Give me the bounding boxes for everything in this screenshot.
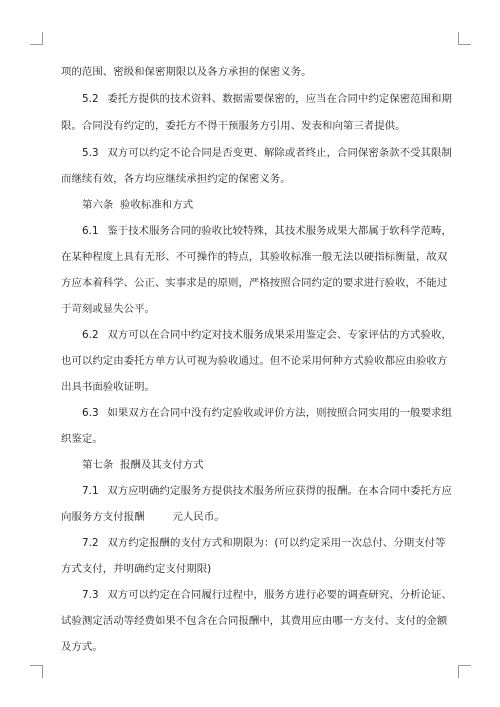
clause-7-3: [82, 588, 452, 602]
clause-7-2: [82, 536, 446, 550]
text-line: 出具书面验收证明。: [61, 381, 155, 393]
article-7-heading: [82, 458, 204, 472]
clause-number: 7.2: [82, 537, 99, 549]
text-line: 方式支付，并明确约定支付期限): [61, 563, 212, 575]
article-title: 报酬及其支付方式: [120, 459, 204, 471]
clause-text: 双方可以约定不论合同是否变更、解除或者终止，合同保密条款不受其限制: [107, 147, 452, 159]
clause-number: 6.3: [82, 407, 99, 419]
payment-text-after: 元人民币。: [172, 511, 225, 523]
clause-number: 5.3: [82, 147, 99, 159]
clause-number: 6.1: [82, 225, 99, 237]
clause-number: 5.2: [82, 93, 99, 105]
crop-mark-top-left: [30, 32, 43, 45]
clause-number: 7.1: [82, 485, 99, 497]
text-line: 而继续有效，各方均应继续承担约定的保密义务。: [61, 173, 291, 185]
clause-text: 鉴于技术服务合同的验收比较特殊，其技术服务成果大都属于软科学范畴，: [107, 225, 452, 237]
text-line: 限。合同没有约定的，委托方不得干预服务方引用、发表和向第三者提供。: [61, 120, 406, 132]
clause-text: 委托方提供的技术资料、数据需要保密的，应当在合同中约定保密范围和期: [107, 93, 452, 105]
text-line: 于苛刻或显失公平。: [61, 303, 155, 315]
clause-number: 6.2: [82, 329, 99, 341]
text-line: 及方式。: [61, 641, 103, 653]
text-line: 方应本着科学、公正、实事求是的原则，严格按照合同约定的要求进行验收，不能过: [61, 277, 448, 289]
clause-6-3: [82, 406, 452, 420]
clause-text: 如果双方在合同中没有约定验收或评价方法，则按照合同实用的一般要求组: [107, 407, 452, 419]
clause-5-2: [82, 92, 452, 106]
clause-text: 双方可以约定在合同履行过程中，服务方进行必要的调查研究、分析论证、: [107, 589, 452, 601]
article-title: 验收标准和方式: [120, 199, 194, 211]
clause-6-2: [82, 328, 452, 342]
clause-text: 双方约定报酬的支付方式和期限为：(可以约定采用一次总付、分期支付等: [107, 537, 446, 549]
text-line: 也可以约定由委托方单方认可视为验收通过。但不论采用何种方式验收都应由验收方: [61, 355, 448, 367]
clause-7-1: [82, 484, 452, 498]
text-line: 织鉴定。: [61, 433, 103, 445]
clause-5-3: [82, 146, 452, 160]
crop-mark-bottom-right: [458, 665, 471, 678]
clause-text: 双方可以在合同中约定对技术服务成果采用鉴定会、专家评估的方式验收，: [107, 329, 452, 341]
payment-amount-line: [61, 510, 225, 524]
article-number: 第六条: [82, 199, 114, 211]
text-line: 试验测定活动等经费如果不包含在合同报酬中，其费用应由哪一方支付、支付的金额: [61, 615, 448, 627]
clause-text: 双方应明确约定服务方提供技术服务所应获得的报酬。在本合同中委托方应: [107, 485, 452, 497]
article-6-heading: [82, 198, 193, 212]
text-line: 在某种程度上具有无形、不可操作的特点，其验收标准一般无法以硬指标衡量，故双: [61, 251, 448, 263]
text-line: 项的范围、密级和保密期限以及各方承担的保密义务。: [61, 66, 312, 78]
payment-text-before: 向服务方支付报酬: [61, 511, 145, 523]
article-number: 第七条: [82, 459, 114, 471]
clause-number: 7.3: [82, 589, 99, 601]
crop-mark-top-right: [458, 32, 471, 45]
crop-mark-bottom-left: [30, 665, 43, 678]
clause-6-1: [82, 224, 452, 238]
